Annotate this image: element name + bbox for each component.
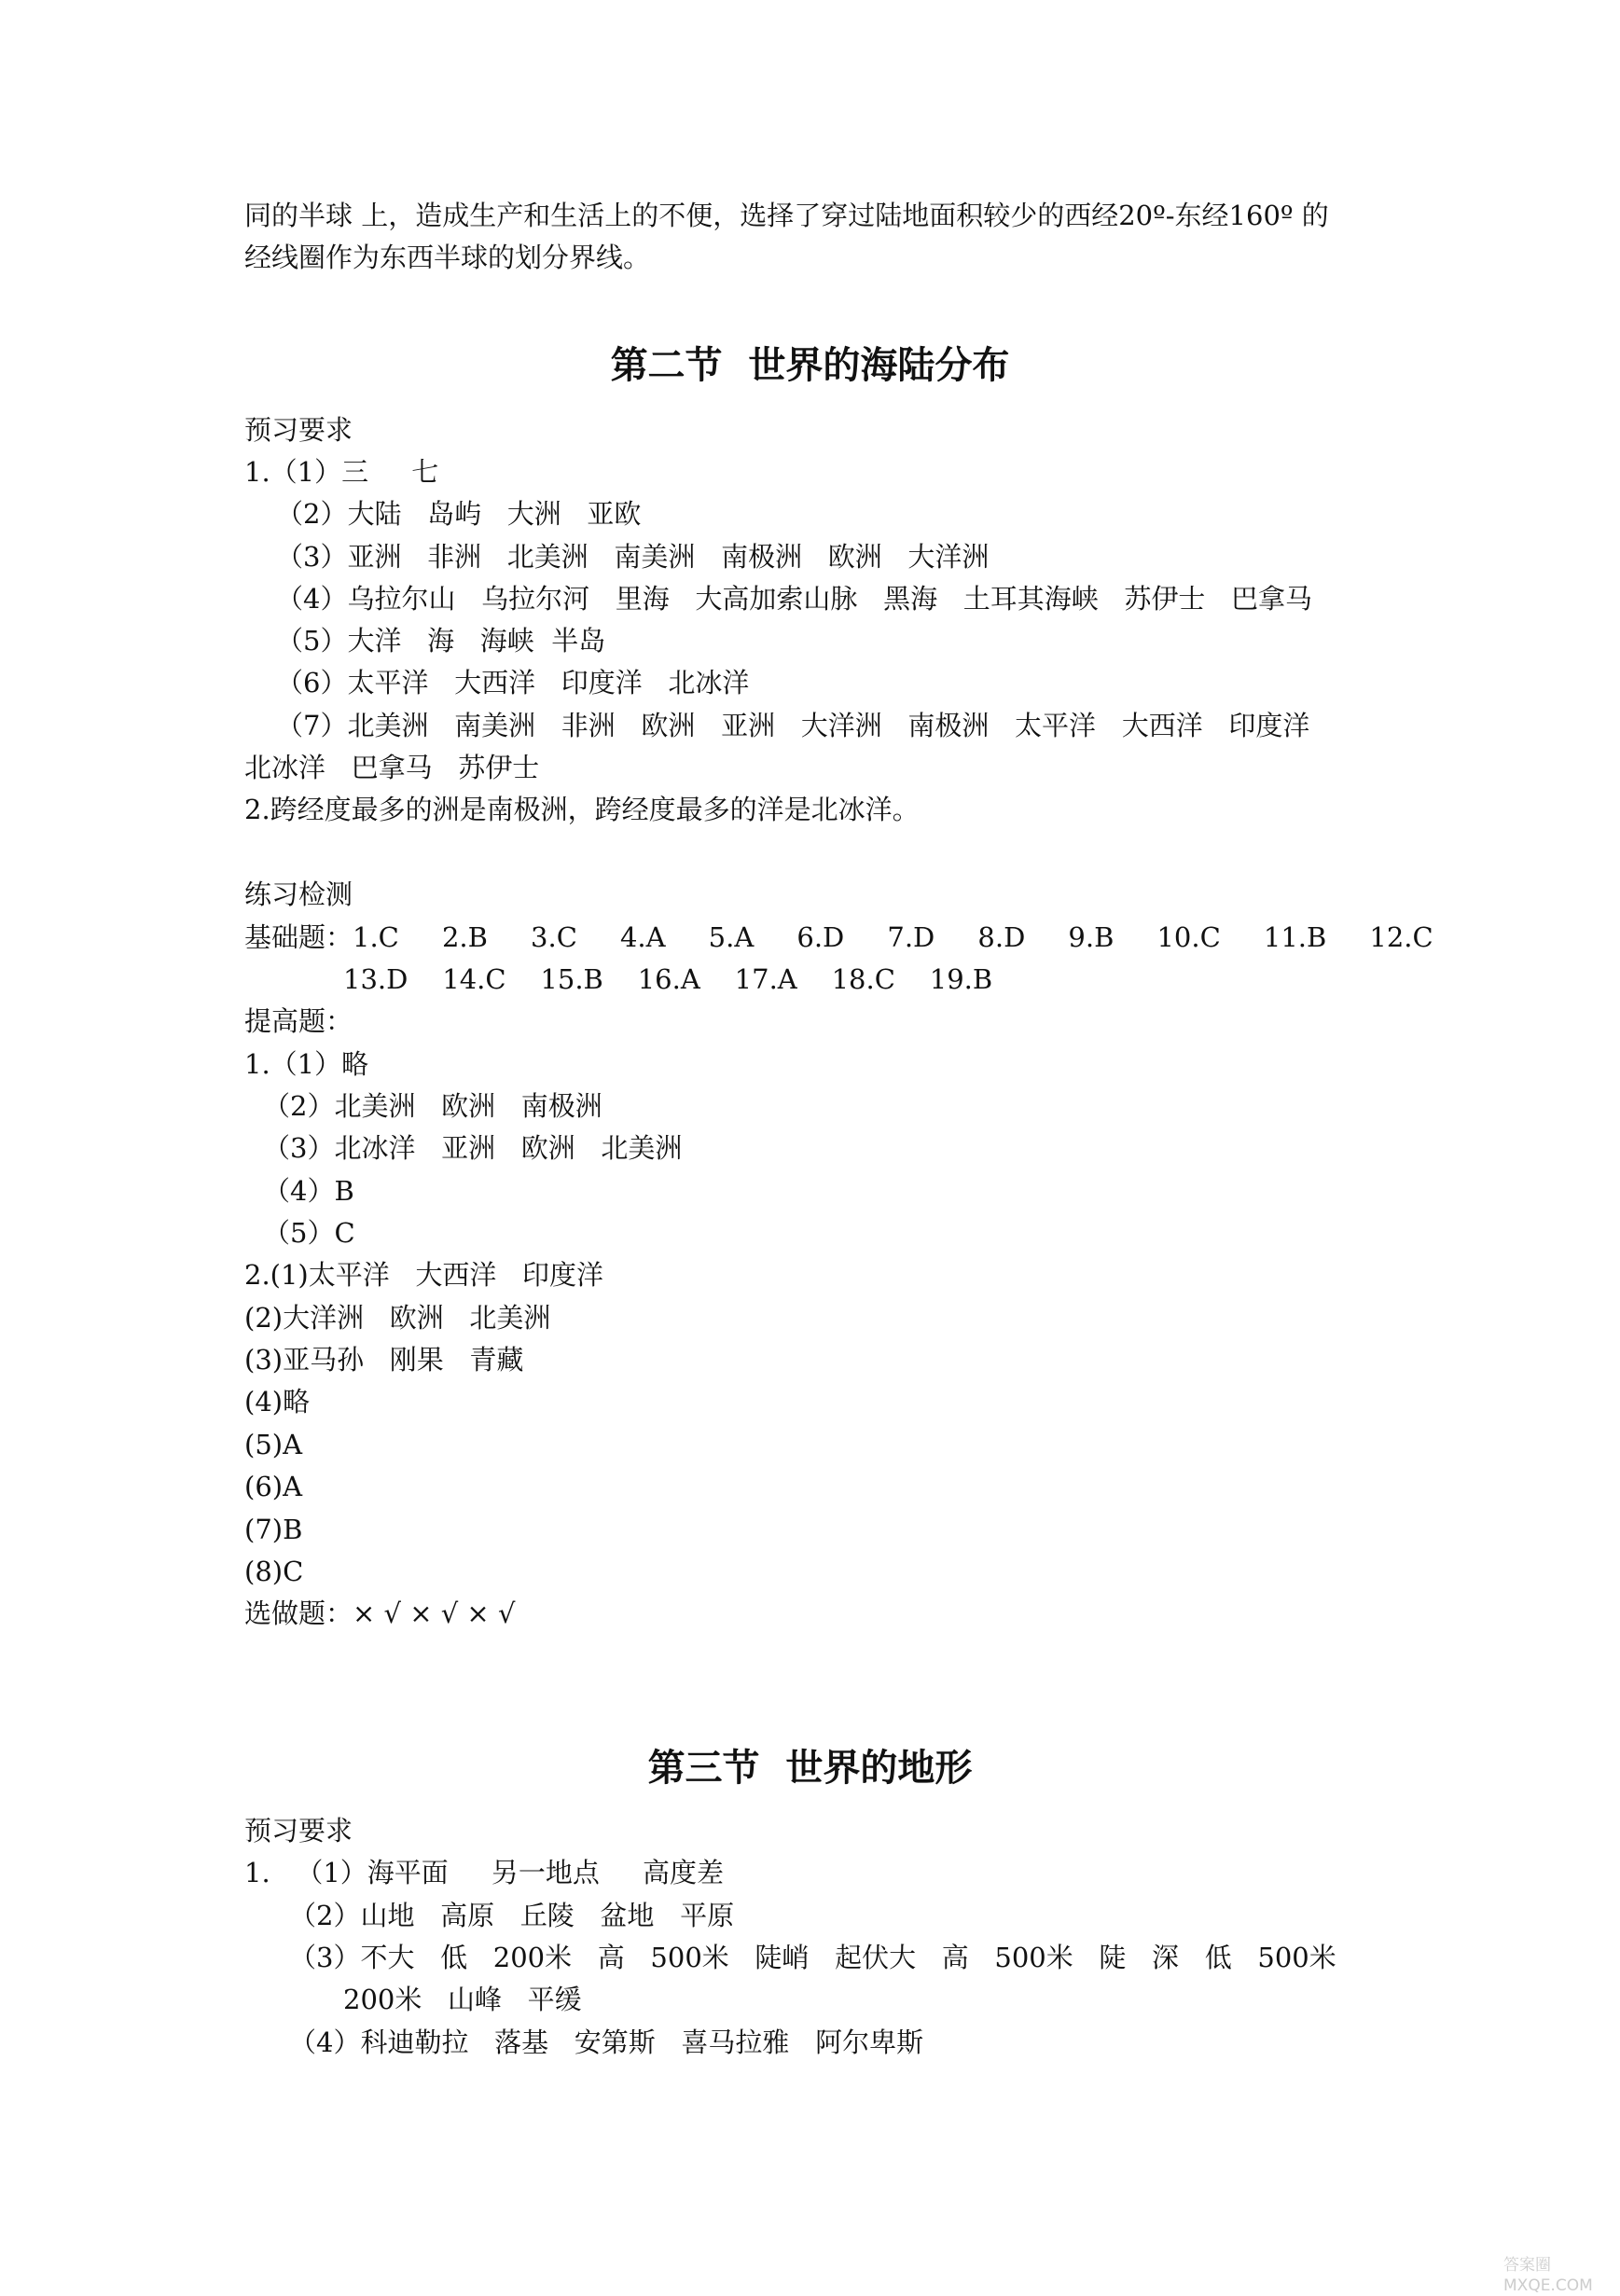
section-2-q2: 2.跨经度最多的洲是南极洲，跨经度最多的洋是北冰洋。 <box>244 794 920 825</box>
section-2-adv2-7: (7)B <box>244 1514 303 1545</box>
section-2-adv2-3: (3)亚马孙 刚果 青藏 <box>244 1344 524 1376</box>
section-3-preview-label: 预习要求 <box>244 1815 353 1846</box>
section-2-adv2-4: (4)略 <box>244 1386 311 1418</box>
section-2-q1-7a: （7）北美洲 南美洲 非洲 欧洲 亚洲 大洋洲 南极洲 太平洋 大西洋 印度洋 <box>276 710 1310 741</box>
section-2-adv1-1: 1.（1）略 <box>244 1048 369 1080</box>
section-2-adv1-4: （4）B <box>263 1175 354 1207</box>
section-2-preview-label: 预习要求 <box>244 414 353 446</box>
section-2-practice-label: 练习检测 <box>244 878 353 910</box>
section-3-q1-3b: 200米 山峰 平缓 <box>343 1984 582 2015</box>
section-3-q1-4: （4）科迪勒拉 落基 安第斯 喜马拉雅 阿尔卑斯 <box>289 2026 924 2058</box>
section-2-adv2-1: 2.(1)太平洋 大西洋 印度洋 <box>244 1259 604 1291</box>
watermark: 答案圈 MXQE.COM <box>1503 2256 1593 2295</box>
section-2-q1-3: （3）亚洲 非洲 北美洲 南美洲 南极洲 欧洲 大洋洲 <box>276 541 990 573</box>
section-3-q1-1: 1. （1）海平面 另一地点 高度差 <box>244 1857 724 1888</box>
section-2-optional: 选做题：× √ × √ × √ <box>244 1598 516 1629</box>
section-2-adv1-5: （5）C <box>263 1217 355 1249</box>
section-2-q1-5: （5）大洋 海 海峡 半岛 <box>276 625 606 657</box>
section-2-basic-answers-1: 基础题：1.C 2.B 3.C 4.A 5.A 6.D 7.D 8.D 9.B 10.C 11.B 12.C <box>244 921 1433 953</box>
section-2-adv2-5: (5)A <box>244 1429 303 1460</box>
section-3-q1-3a: （3）不大 低 200米 高 500米 陡峭 起伏大 高 500米 陡 深 低 500米 <box>289 1942 1336 1973</box>
intro-line-1: 同的半球 上，造成生产和生活上的不便，选择了穿过陆地面积较少的西经20º-东经160º 的 <box>244 200 1329 231</box>
section-2-q1-1: 1.（1）三 七 <box>244 456 439 488</box>
section-2-adv2-8: (8)C <box>244 1556 304 1587</box>
section-2-q1-4: （4）乌拉尔山 乌拉尔河 里海 大高加索山脉 黑海 土耳其海峡 苏伊士 巴拿马 <box>276 583 1313 615</box>
section-2-adv2-2: (2)大洋洲 欧洲 北美洲 <box>244 1302 551 1334</box>
section-2-q1-2: （2）大陆 岛屿 大洲 亚欧 <box>276 498 642 530</box>
section-3-q1-2: （2）山地 高原 丘陵 盆地 平原 <box>289 1900 735 1931</box>
section-2-q1-7b: 北冰洋 巴拿马 苏伊士 <box>244 752 540 783</box>
section-2-q1-6: （6）太平洋 大西洋 印度洋 北冰洋 <box>276 667 750 698</box>
intro-line-2: 经线圈作为东西半球的划分界线。 <box>244 242 651 273</box>
section-3-title: 第三节 世界的地形 <box>647 1747 973 1790</box>
section-2-advanced-label: 提高题： <box>244 1005 353 1037</box>
section-2-adv1-3: （3）北冰洋 亚洲 欧洲 北美洲 <box>263 1132 683 1164</box>
section-2-adv1-2: （2）北美洲 欧洲 南极洲 <box>263 1090 602 1122</box>
section-2-title: 第二节 世界的海陆分布 <box>610 344 1010 387</box>
section-2-basic-answers-2: 13.D 14.C 15.B 16.A 17.A 18.C 19.B <box>343 963 993 995</box>
section-2-adv2-6: (6)A <box>244 1471 303 1502</box>
